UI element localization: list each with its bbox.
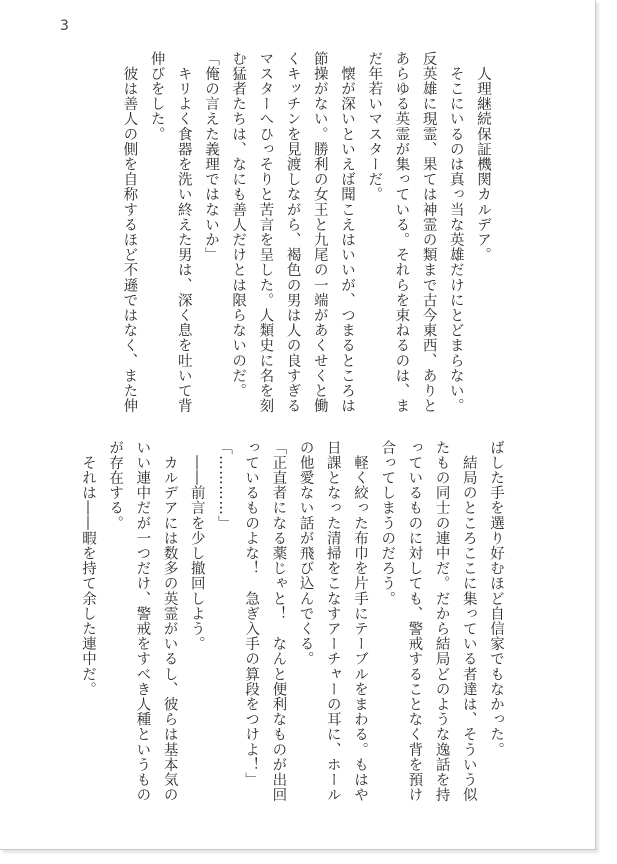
text-line: 「正直者になる薬じゃと！ なんと便利なものが出回 bbox=[270, 440, 287, 803]
text-line: 日課となった清掃をこなすアーチャーの耳に、ホール bbox=[324, 440, 341, 803]
text-line: あらゆる英霊が集っている。それらを束ねるのは、ま bbox=[393, 51, 410, 414]
text-line: む猛者たちは、なにも善人だけとは限らないのだ。 bbox=[230, 51, 247, 399]
text-line: 彼は善人の側を自称するほど不遜ではなく、また伸 bbox=[121, 51, 138, 414]
text-line: が存在する。 bbox=[107, 440, 124, 531]
text-line: 合ってしまうのだろう。 bbox=[379, 440, 396, 607]
text-line: そこにいるのは真っ当な英雄だけにとどまらない。 bbox=[447, 51, 464, 414]
text-line: 結局のところここに集っている者達は、そういう似 bbox=[460, 440, 477, 803]
text-line: キリよく食器を洗い終えた男は、深く息を吐いて背 bbox=[175, 51, 192, 414]
text-line: 軽く絞った布巾を片手にテーブルをまわる。もはや bbox=[351, 440, 368, 803]
text-line: 伸びをした。 bbox=[148, 51, 165, 142]
text-line: それは――暇を持て余した連中だ。 bbox=[79, 440, 96, 697]
text-line: くキッチンを見渡しながら、褐色の男は人の良すぎる bbox=[284, 51, 301, 414]
text-line: 「…………」 bbox=[215, 440, 232, 531]
text-line: の他愛ない話が飛び込んでくる。 bbox=[297, 440, 314, 667]
text-line: 人理継続保証機関カルデア。 bbox=[475, 51, 491, 263]
text-line: 節操がない。勝利の女王と九尾の一端があくせくと働 bbox=[311, 51, 328, 414]
top-text-block bbox=[87, 51, 496, 421]
text-line: マスターへひっそりと苦言を呈した。人類史に名を刻 bbox=[257, 51, 274, 414]
text-line: 「俺の言えた義理ではないか」 bbox=[202, 51, 219, 263]
text-line: 反英雄に現霊、果ては神霊の類まで古今東西、ありと bbox=[420, 51, 437, 414]
bottom-text-block bbox=[79, 440, 509, 840]
text-line: いい連中だが一つだけ、警戒をすべき人種というもの bbox=[134, 440, 151, 803]
text-line: ばした手を選り好むほど自信家でもなかった。 bbox=[488, 440, 504, 758]
text-line: だ年若いマスターだ。 bbox=[366, 51, 383, 202]
text-line: っているものに対しても、警戒することなく背を預け bbox=[406, 440, 423, 803]
text-line: っているものよな！ 急ぎ入手の算段をつけよ！」 bbox=[243, 440, 260, 788]
page-number: 3 bbox=[60, 18, 69, 34]
text-line: カルデアには数多の英霊がいるし、彼らは基本気の bbox=[161, 440, 178, 803]
text-line: ――前言を少し撤回しよう。 bbox=[188, 440, 205, 652]
text-line: 懐が深いといえば聞こえはいいが、つまるところは bbox=[338, 51, 355, 414]
text-line: たもの同士の連中だ。だから結局どのような逸話を持 bbox=[433, 440, 450, 803]
